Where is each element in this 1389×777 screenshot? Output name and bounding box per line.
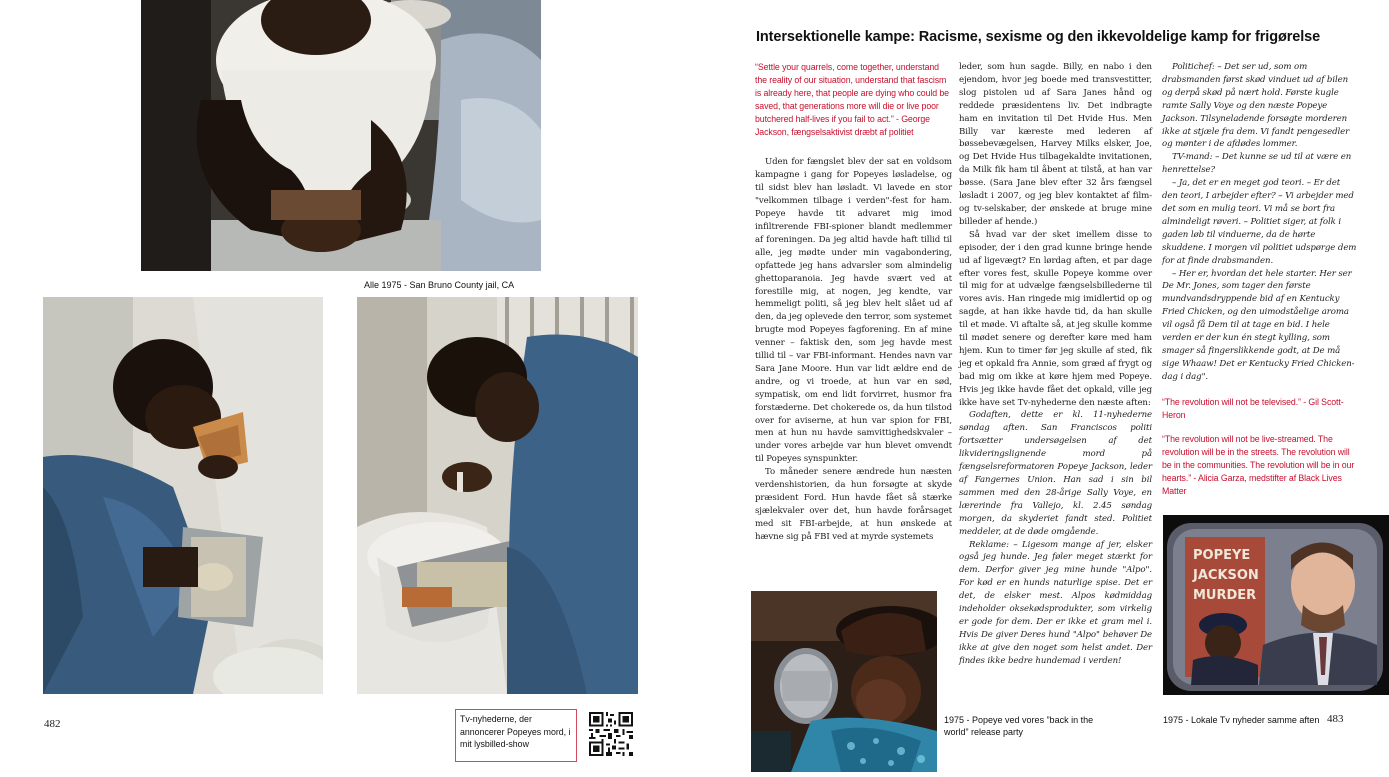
photo-prisoner-meal-toilet bbox=[357, 297, 638, 694]
transcript-paragraph: TV-mand: – Det kunne se ud til at være en henrettelse? bbox=[1162, 152, 1352, 176]
body-paragraph: To måneder senere ændrede hun næsten verdenshistorien, da hun forsøgte at skyde præsident Ford. Hun havde fået så stærke sjælekvaler over det, hun havde forårsaget med sit FBI-arbejde, at hun ønskede at hævne sig på FBI ved at myrde systemets bbox=[755, 467, 952, 542]
body-paragraph: Uden for fængslet blev der sat en voldsom kampagne i gang for Popeyes løsladelse, og til sidst blev han løsladt. Vi lavede en stor "velkommen tilbage i verden"-fest for ham. Popeye havde tit advaret mig imod infiltrerende FBI-spioner blandt medlemmer af foreningen. Da jeg altid havde haft tillid til alle, jeg mødte under min vagabondering, opfattede jeg hans advarsler som almindelig ghettoparanoia. Jeg havde svært ved at forestille mig, at nogen, jeg kendte, var hemmeligt politi, så jeg blev helt slået ud af den, da jeg oplevede den terror, som systemet brugte mod Popeyes fagforening. En af mine venner – faktisk den, som jeg havde mest tillid til – var FBI-informant. Hendes navn var Sara Jane Moore. Hun var lidt ældre end de andre, og vi troede, at hun var en sød, sympatisk, om end lidt forvirret, husmor fra forstæderne. Det chokerede os, da hun tilstod over for aviserne, at hun var spion for FBI, men at hun nu havde samvittighedskvaler – under vores arbejde var hun blevet omvendt til Popeyes synspunkter. bbox=[755, 157, 952, 465]
quote-alicia-garza: “The revolution will not be live-streamed. The revolution will be in the streets. The revolution will be in the communities. The revolution will be in our hearts.” - Alicia Garza, medstifter af Black Lives Matter bbox=[1162, 434, 1355, 497]
photo-prisoner-in-cell bbox=[141, 0, 541, 271]
chapter-heading: Intersektionelle kampe: Racisme, sexisme og den ikkevoldelige kamp for frigørelse bbox=[756, 29, 1321, 45]
body-paragraph: Så hvad var der sket imellem disse to episoder, der i den grad kunne bringe hende ud af ligevægt? En lørdag aften, et par dage efter vores fest, skulle Popeye komme over til mig for at udvælge fængselsbillederne til vores avis. Han ringede mig imidlertid op og sagde, at han ikke havde tid, da han skulle til et møde. Vi aftalte så, at jeg skulle komme til mødet senere og derefter køre med ham hjem. Kun to timer før jeg skulle af sted, fik jeg et opkald fra Annie, som græd af frygt og bad mig om ikke at køre hjem med Popeye. Hvis jeg ikke havde fået det opkald, ville jeg ikke have set Tv-nyhederne den næste aften: bbox=[959, 229, 1152, 408]
transcript-paragraph: – Ja, det er en meget god teori. – Er det den teori, I arbejder efter? – Vi arbejder med det som en mulig teori. Vi må se bort fra almindeligt røveri. – Politiet siger, at folk i gaden løb til vinduerne, da de hørte skuddene. I morgen vil politiet udspørge dem for at finde drabsmanden. bbox=[1162, 178, 1357, 266]
photo-caption-tv: 1975 - Lokale Tv nyheder samme aften bbox=[1163, 715, 1320, 725]
page-number-right: 483 bbox=[1327, 713, 1344, 725]
photo-prisoner-eating bbox=[43, 297, 323, 694]
slideshow-callout: Tv-nyhederne, der annoncerer Popeyes mord, i mit lysbilled-show bbox=[455, 709, 577, 762]
transcript-paragraph: Politichef: – Det ser ud, som om drabsmanden først skød vinduet ud af bilen og derpå skød på nært hold. Første kugle ramte Sally Voye og den næste Popeye Jackson. Tilsyneladende forsøgte morderen ikke at stjæle fra dem. Vi fandt pengesedler og mønter i de afdødes lommer. bbox=[1162, 62, 1350, 150]
text-column-3 bbox=[1162, 61, 1357, 498]
text-column-2 bbox=[959, 61, 1152, 668]
svg-text:JACKSON: JACKSON bbox=[1193, 568, 1259, 583]
text-column-1 bbox=[755, 61, 952, 544]
quote-gil-scott-heron: “The revolution will not be televised.” - Gil Scott-Heron bbox=[1162, 396, 1344, 420]
photo-tv-news bbox=[1163, 515, 1389, 695]
ad-transcript: Reklame: – Ligesom mange af jer, elsker også jeg hunde. Jeg føler meget stærkt for dem. Derfor giver jeg mine hunde "Alpo". For kød er en hunds naturlige spise. Det er det, de elsker mest. Alpos kødmiddag indeholder oksekødsprodukter, som virkelig er gode for dem. Der er ikke et gram mel i. Hvis De giver Deres hund "Alpo" behøver De ikke at give den noget som helst andet. Der findes ikke bedre hundemad i verden! bbox=[959, 539, 1152, 666]
quote-george-jackson: “Settle your quarrels, come together, understand the reality of our situation, understand that fascism is already here, that people are dying who could be saved, that generations more will die or live poor butchered half-lives if you fail to act.” - George Jackson, fængselsaktivist dræbt af politiet bbox=[755, 62, 949, 137]
photo-caption-party: 1975 - Popeye ved vores ”back in the world” release party bbox=[944, 715, 1094, 738]
qr-code-icon[interactable] bbox=[589, 712, 633, 756]
page-number-left: 482 bbox=[44, 718, 61, 730]
body-paragraph: leder, som hun sagde. Billy, en nabo i den ejendom, hvor jeg boede med transvestitter, slog pistolen ud af Sara Janes hånd og reddede præsidentens liv. Det indbragte ham en invitation til Det Hvide Hus. Men Billy var kæreste med lederen af bøssebevægelsen, Harvey Milks elsker, Joe, og Det Hvide Hus tilbagekaldte invitationen, da Milk fik ham til åbent at tilstå, at han var bøsse. (Sara Jane blev efter 32 års fængsel løsladt i 2007, og jeg blev kontaktet af film- og tv-selskaber, der ønskede at bruge mine billeder af hende.) bbox=[959, 62, 1152, 227]
photo-caption-jail: Alle 1975 - San Bruno County jail, CA bbox=[364, 280, 515, 290]
svg-text:MURDER: MURDER bbox=[1193, 588, 1257, 603]
transcript-paragraph: – Her er, hvordan det hele starter. Her ser De Mr. Jones, som tager den første mundvandsdryppende bid af en Kentucky Fried Chicken, og den uimodståelige aroma vil også få Dem til at tage en bid. I hele verden er der kun én stegt kylling, som smager så fingerslikkende godt, at De må sige Whaaw! Det er Kentucky Fried Chicken-dag i dag". bbox=[1162, 268, 1355, 382]
news-transcript: Godaften, dette er kl. 11-nyhederne søndag aften. San Franciscos politi fortsætter undersøgelsen af det likvideringslignende mord på fængselsreformatoren Popeye Jackson, leder af Fangernes Union. Han sad i sin bil sammen med den 28-årige Sally Voye, en lærerinde fra Vallejo, kl. 2.45 søndag morgen, da skyderiet fandt sted. Politiet meddeler, at de døde omgående. bbox=[959, 410, 1152, 537]
tv-screen-text: POPEYE bbox=[1193, 548, 1251, 563]
photo-popeye-party bbox=[751, 591, 937, 772]
